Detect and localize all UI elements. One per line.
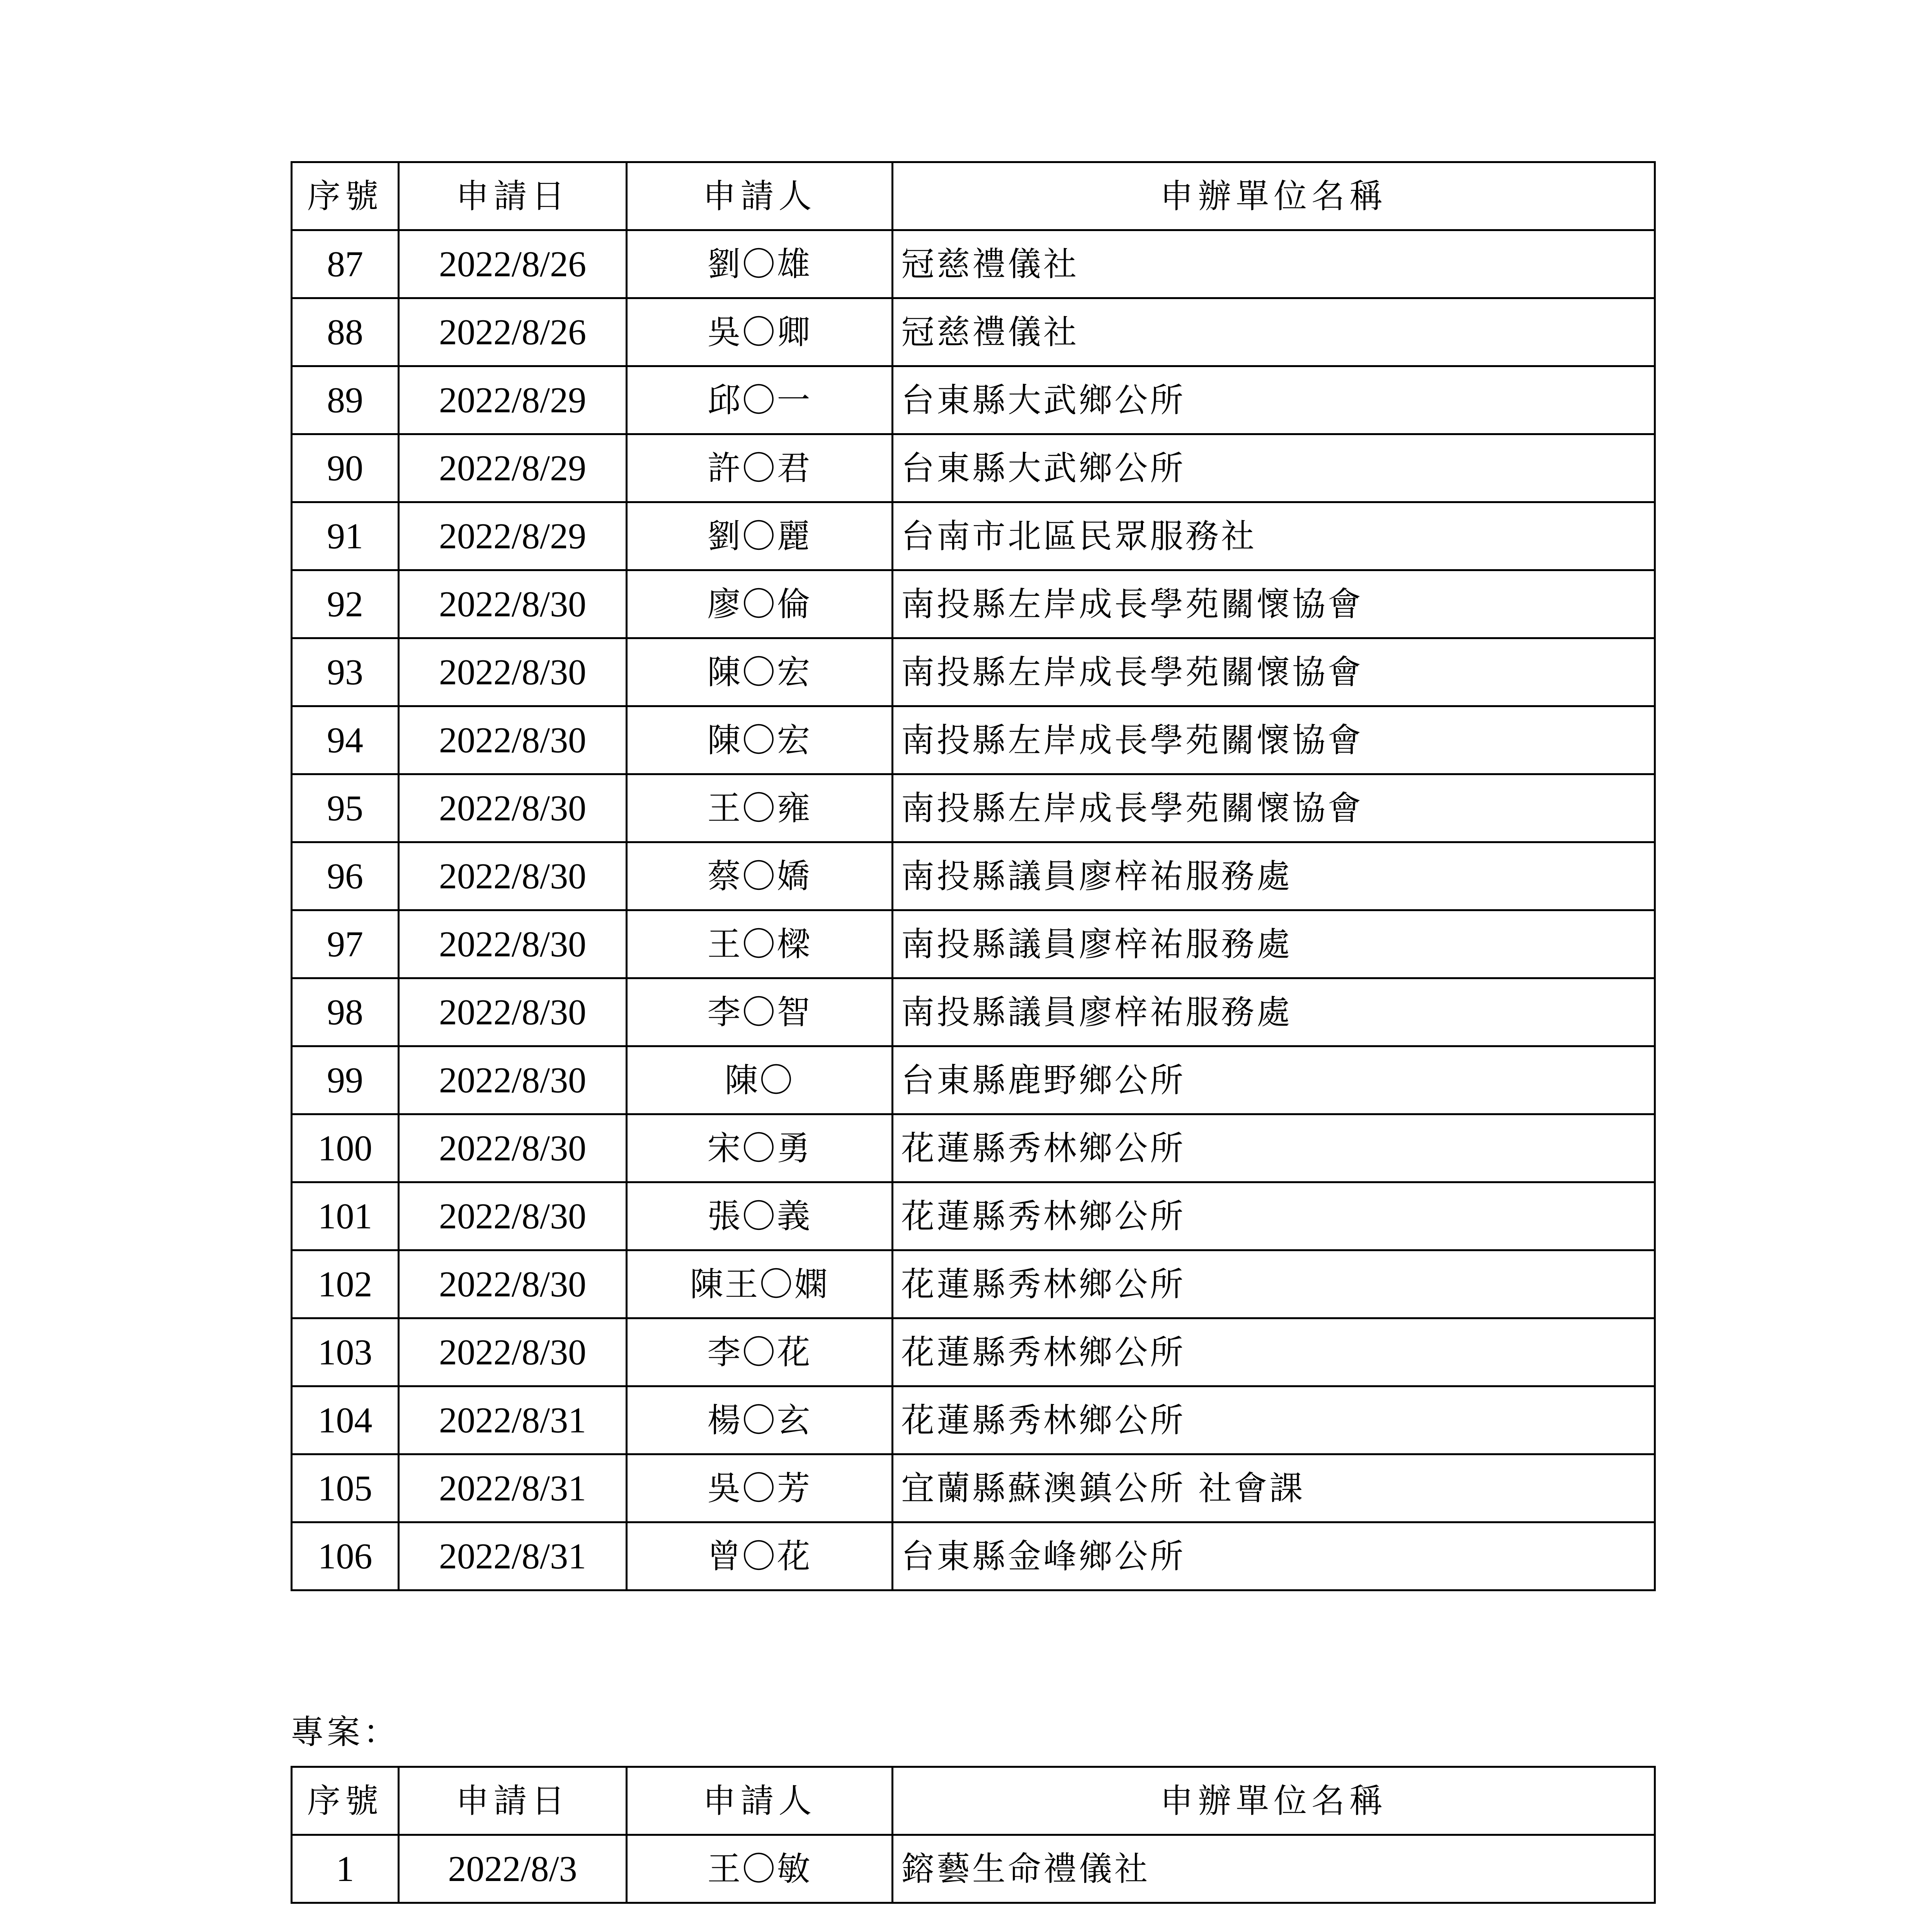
cell-unit: 台東縣大武鄉公所 — [893, 366, 1655, 434]
cell-unit: 南投縣左岸成長學苑關懷協會 — [893, 570, 1655, 638]
cell-applicant: 陳〇宏 — [627, 706, 893, 774]
table-row — [292, 502, 1655, 570]
cell-date: 2022/8/30 — [399, 570, 627, 638]
table-row — [292, 1318, 1655, 1386]
cell-date: 2022/8/30 — [399, 978, 627, 1046]
table-row — [292, 434, 1655, 502]
cell-unit: 南投縣左岸成長學苑關懷協會 — [893, 638, 1655, 706]
cell-unit: 冠慈禮儀社 — [893, 230, 1655, 298]
cell-date: 2022/8/30 — [399, 1250, 627, 1318]
table-header-row — [292, 1767, 1655, 1835]
table-row — [292, 1046, 1655, 1114]
cell-applicant: 張〇義 — [627, 1182, 893, 1250]
table-row — [292, 230, 1655, 298]
header-no: 序號 — [292, 1767, 399, 1835]
table-row — [292, 1182, 1655, 1250]
cell-no: 97 — [292, 910, 399, 978]
cell-unit: 南投縣左岸成長學苑關懷協會 — [893, 706, 1655, 774]
cell-applicant: 許〇君 — [627, 434, 893, 502]
cell-unit: 鎔藝生命禮儀社 — [893, 1835, 1655, 1903]
cell-applicant: 陳〇宏 — [627, 638, 893, 706]
cell-no: 103 — [292, 1318, 399, 1386]
cell-unit: 南投縣議員廖梓祐服務處 — [893, 910, 1655, 978]
cell-applicant: 楊〇玄 — [627, 1386, 893, 1454]
cell-applicant: 宋〇勇 — [627, 1114, 893, 1182]
cell-date: 2022/8/30 — [399, 774, 627, 842]
cell-no: 105 — [292, 1454, 399, 1522]
header-applicant: 申請人 — [627, 162, 893, 230]
cell-no: 88 — [292, 298, 399, 366]
cell-no: 93 — [292, 638, 399, 706]
cell-unit: 台南市北區民眾服務社 — [893, 502, 1655, 570]
cell-date: 2022/8/26 — [399, 298, 627, 366]
special-applicant-table — [291, 1766, 1656, 1904]
table-row — [292, 298, 1655, 366]
cell-no: 95 — [292, 774, 399, 842]
cell-applicant: 劉〇麗 — [627, 502, 893, 570]
cell-unit: 宜蘭縣蘇澳鎮公所 社會課 — [893, 1454, 1655, 1522]
cell-applicant: 李〇花 — [627, 1318, 893, 1386]
cell-applicant: 吳〇芳 — [627, 1454, 893, 1522]
applicant-table — [291, 161, 1656, 1591]
header-no: 序號 — [292, 162, 399, 230]
header-date: 申請日 — [399, 1767, 627, 1835]
cell-unit: 台東縣金峰鄉公所 — [893, 1522, 1655, 1590]
cell-no: 98 — [292, 978, 399, 1046]
cell-no: 89 — [292, 366, 399, 434]
cell-applicant: 陳〇 — [627, 1046, 893, 1114]
header-unit: 申辦單位名稱 — [893, 162, 1655, 230]
cell-unit: 花蓮縣秀林鄉公所 — [893, 1318, 1655, 1386]
table-row — [292, 774, 1655, 842]
cell-date: 2022/8/29 — [399, 366, 627, 434]
cell-applicant: 王〇敏 — [627, 1835, 893, 1903]
special-section-label: 專案： — [291, 1713, 400, 1752]
cell-applicant: 劉〇雄 — [627, 230, 893, 298]
table-row — [292, 366, 1655, 434]
cell-no: 1 — [292, 1835, 399, 1903]
cell-date: 2022/8/30 — [399, 706, 627, 774]
cell-date: 2022/8/30 — [399, 1114, 627, 1182]
cell-unit: 南投縣議員廖梓祐服務處 — [893, 978, 1655, 1046]
cell-no: 102 — [292, 1250, 399, 1318]
cell-date: 2022/8/3 — [399, 1835, 627, 1903]
cell-applicant: 李〇智 — [627, 978, 893, 1046]
table-row — [292, 1835, 1655, 1903]
table-row — [292, 1114, 1655, 1182]
table-row — [292, 978, 1655, 1046]
cell-applicant: 王〇樑 — [627, 910, 893, 978]
cell-no: 106 — [292, 1522, 399, 1590]
cell-unit: 台東縣大武鄉公所 — [893, 434, 1655, 502]
cell-unit: 花蓮縣秀林鄉公所 — [893, 1250, 1655, 1318]
cell-date: 2022/8/31 — [399, 1522, 627, 1590]
header-date: 申請日 — [399, 162, 627, 230]
header-unit: 申辦單位名稱 — [893, 1767, 1655, 1835]
cell-date: 2022/8/30 — [399, 1182, 627, 1250]
cell-date: 2022/8/29 — [399, 502, 627, 570]
table-row — [292, 638, 1655, 706]
table-row — [292, 570, 1655, 638]
cell-applicant: 陳王〇嫻 — [627, 1250, 893, 1318]
cell-no: 101 — [292, 1182, 399, 1250]
table-row — [292, 1250, 1655, 1318]
cell-unit: 冠慈禮儀社 — [893, 298, 1655, 366]
cell-no: 99 — [292, 1046, 399, 1114]
cell-no: 104 — [292, 1386, 399, 1454]
cell-no: 94 — [292, 706, 399, 774]
table-row — [292, 910, 1655, 978]
table-body — [292, 1835, 1655, 1903]
cell-date: 2022/8/30 — [399, 1318, 627, 1386]
cell-applicant: 蔡〇嬌 — [627, 842, 893, 910]
table-body — [292, 230, 1655, 1590]
cell-no: 92 — [292, 570, 399, 638]
cell-unit: 花蓮縣秀林鄉公所 — [893, 1386, 1655, 1454]
cell-no: 91 — [292, 502, 399, 570]
cell-no: 100 — [292, 1114, 399, 1182]
cell-unit: 南投縣議員廖梓祐服務處 — [893, 842, 1655, 910]
table-row — [292, 1454, 1655, 1522]
cell-date: 2022/8/30 — [399, 842, 627, 910]
cell-applicant: 吳〇卿 — [627, 298, 893, 366]
cell-unit: 花蓮縣秀林鄉公所 — [893, 1114, 1655, 1182]
table-row — [292, 1386, 1655, 1454]
table-row — [292, 1522, 1655, 1590]
cell-date: 2022/8/30 — [399, 1046, 627, 1114]
cell-date: 2022/8/30 — [399, 910, 627, 978]
cell-applicant: 王〇雍 — [627, 774, 893, 842]
header-applicant: 申請人 — [627, 1767, 893, 1835]
table-row — [292, 706, 1655, 774]
cell-no: 90 — [292, 434, 399, 502]
table-header-row — [292, 162, 1655, 230]
cell-date: 2022/8/31 — [399, 1386, 627, 1454]
cell-no: 96 — [292, 842, 399, 910]
cell-date: 2022/8/29 — [399, 434, 627, 502]
cell-unit: 南投縣左岸成長學苑關懷協會 — [893, 774, 1655, 842]
cell-date: 2022/8/31 — [399, 1454, 627, 1522]
cell-no: 87 — [292, 230, 399, 298]
cell-unit: 台東縣鹿野鄉公所 — [893, 1046, 1655, 1114]
cell-applicant: 邱〇一 — [627, 366, 893, 434]
cell-date: 2022/8/26 — [399, 230, 627, 298]
cell-unit: 花蓮縣秀林鄉公所 — [893, 1182, 1655, 1250]
cell-applicant: 曾〇花 — [627, 1522, 893, 1590]
cell-date: 2022/8/30 — [399, 638, 627, 706]
cell-applicant: 廖〇倫 — [627, 570, 893, 638]
table-row — [292, 842, 1655, 910]
